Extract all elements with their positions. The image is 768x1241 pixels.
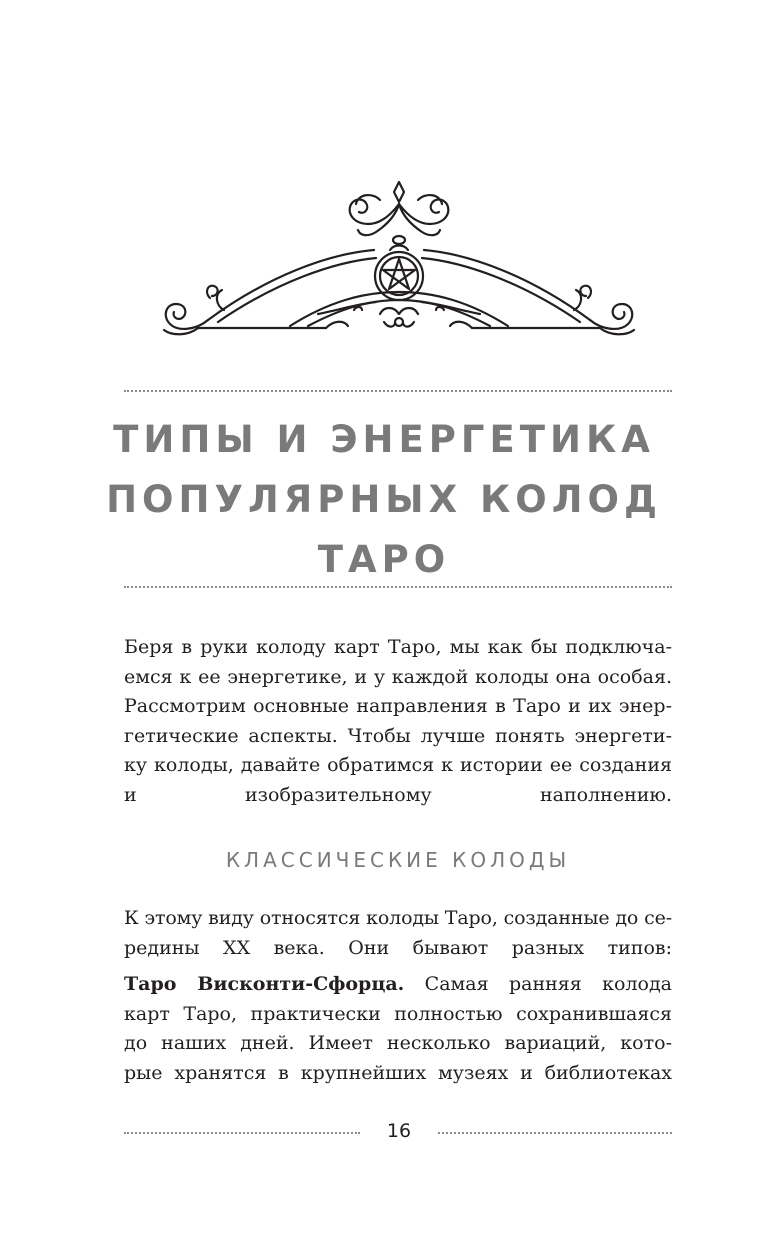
section-p1-line-1: К этому виду относятся колоды Таро, созданные до се- [124, 907, 672, 929]
pentagram-arch-ornament-icon [158, 180, 640, 338]
intro-paragraph [124, 633, 672, 810]
section-paragraph-1 [124, 904, 672, 963]
section-paragraph-2 [124, 970, 672, 1088]
chapter-title-line-3: ТАРО [317, 538, 451, 581]
section-p2-line-4: рые хранятся в крупнейших музеях и библиотеках [124, 1061, 672, 1084]
section-p2-line-2: карт Таро, практически полностью сохранившаяся [124, 1002, 672, 1025]
page-number: 16 [386, 1120, 412, 1142]
chapter-title-line-2: ПОПУЛЯРНЫХ КОЛОД [106, 478, 662, 521]
intro-line-3: Рассмотрим основные направления в Таро и их энер- [124, 695, 672, 717]
intro-line-6: и изобразительному наполнению. [124, 783, 672, 806]
chapter-title [100, 410, 668, 590]
footer-dotted-rule-right [438, 1132, 672, 1134]
section-p2-line-3: до наших дней. Имеет несколько вариаций, кото- [124, 1032, 672, 1054]
deck-name-bold: Таро Висконти-Сфорца. [124, 973, 405, 995]
intro-line-2: емся к ее энергетике, и у каждой колоды она особая. [124, 665, 672, 688]
section-p1-line-2: редины XX века. Они бывают разных типов: [124, 936, 672, 959]
dotted-rule-top [124, 390, 672, 392]
section-p2-line-1: Таро Висконти-Сфорца. Самая ранняя колода [124, 973, 672, 995]
intro-line-5: ку колоды, давайте обратимся к истории ее создания [124, 754, 672, 776]
footer-dotted-rule-left [124, 1132, 360, 1134]
section-title: КЛАССИЧЕСКИЕ КОЛОДЫ [225, 848, 571, 872]
chapter-title-line-1: ТИПЫ И ЭНЕРГЕТИКА [113, 418, 655, 461]
intro-line-4: гетические аспекты. Чтобы лучше понять энергети- [124, 724, 672, 747]
intro-line-1: Беря в руки колоду карт Таро, мы как бы подключа- [124, 636, 672, 658]
dotted-rule-under-title [124, 586, 672, 588]
